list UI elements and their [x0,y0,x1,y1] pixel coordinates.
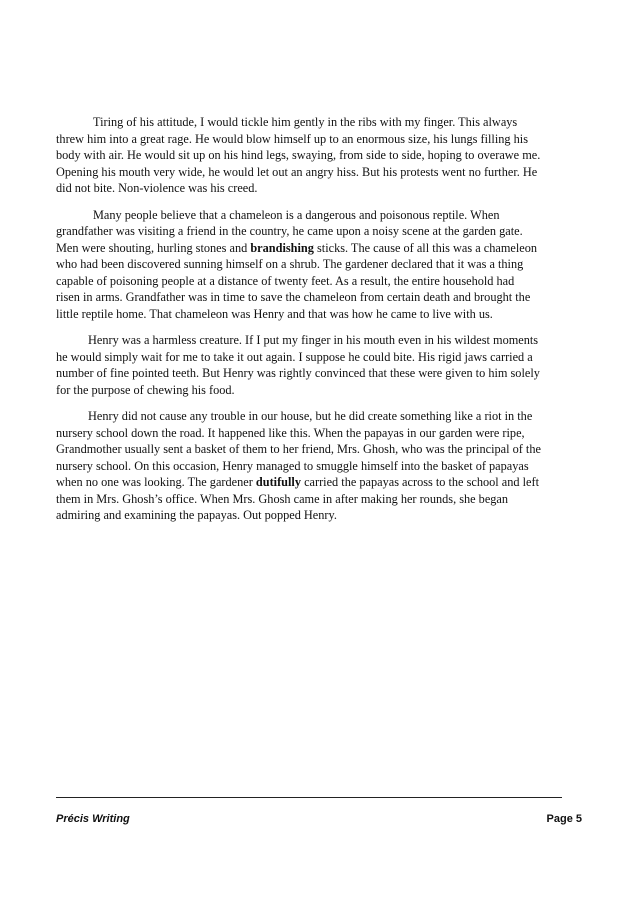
paragraph-4 [56,408,541,524]
page-body [56,114,541,534]
paragraph-1 [56,114,541,197]
paragraph-2-text-b: sticks. The cause of all this was a chameleon who had been discovered sunning himself on a shrub. The gardener declared that it was a thing capable of poisoning people at a distance of twenty feet. As a result, the entire household had risen in arms. Grandfather was in time to save the chameleon from certain death and brought the little reptile home. That chameleon was Henry and that was how he came to live with us. [56,240,538,321]
paragraph-1-text: Tiring of his attitude, I would tickle him gently in the ribs with my finger. This always threw him into a great rage. He would blow himself up to an enormous size, his lungs filling his body with air. He would sit up on his hind legs, swaying, from side to side, hoping to overawe me. Opening his mouth very wide, he would let out an angry hiss. But his protests went no further. He did not bite. Non-violence was his creed. [56,115,541,195]
paragraph-3-text: Henry was a harmless creature. If I put my finger in his mouth even in his wildest moments he would simply wait for me to take it out again. I suppose he could bite. His rigid jaws carried a number of fine pointed teeth. But Henry was rightly convinced that these were given to him solely for the purpose of chewing his food. [56,333,540,397]
paragraph-2-text-a: Many people believe that a chameleon is a dangerous and poisonous reptile. When grandfather was visiting a friend in the country, he came upon a noisy scene at the garden gate. Men were shouting, hurling stones and [56,207,523,255]
bold-word-dutifully: dutifully [255,475,301,489]
footer-title: Précis Writing [56,813,130,825]
page-number: Page 5 [546,813,582,825]
footer-divider [56,797,562,798]
bold-word-brandishing: brandishing [250,240,314,255]
paragraph-4-text-b: carried the papayas across to the school and left them in Mrs. Ghosh’s office. When Mrs. Ghosh came in after making her rounds, she began admiring and examining the papayas. Out popped Henry. [56,475,539,522]
paragraph-3 [56,332,541,398]
paragraph-2 [56,207,541,323]
paragraph-4-text-a: Henry did not cause any trouble in our house, but he did create something like a riot in the nursery school down the road. It happened like this. When the papayas in our garden were ripe, Grandmother usually sent a basket of them to her friend, Mrs. Ghosh, who was the principal of the nursery school. On this occasion, Henry managed to smuggle himself into the basket of papayas when no one was looking. The gardener [56,409,541,489]
